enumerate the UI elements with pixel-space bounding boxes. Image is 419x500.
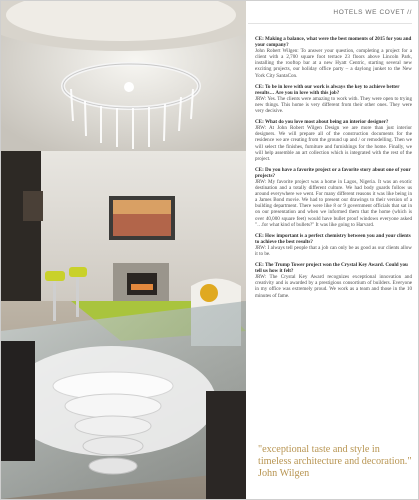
- interview-question: CE: To be in love with our work is always the key to achieve better results… Are you in love with this job?: [255, 83, 400, 96]
- interview-answer: John Robert Wilgen: To answer your question, completing a project for a client with a 2,700 square foot terrace 23 floors above Lincoln Park, installing the rooftop bar at a new Hyatt Centric, starting several new exciting projects, our holiday office party – a daylong junket to the New York City SantaCon.: [255, 48, 412, 79]
- interview-item: [255, 119, 412, 162]
- section-header: HOTELS WE COVET //: [248, 9, 412, 24]
- interview-question: CE: Do you have a favorite project or a favorite story about one of your projects?: [255, 166, 411, 179]
- interview-answer: JRW: I always tell people that a job can only be as good as our clients allow it to be.: [255, 244, 412, 257]
- interview-question: CE: What do you love most about being an interior designer?: [255, 119, 389, 126]
- pull-quote: "exceptional taste and style in timeless architecture and decoration." John Wilgen: [258, 444, 412, 480]
- interview-answer: JRW: At John Robert Wilgen Design we are more than just interior designers. We will prepare all of the construction documents for the residence we are creating from the ground up and / or remodelling. Then we will select the finishes, furniture and furnishings for the home. Finally, we will help assemble an art collection which is integrated with the rest of the project.: [255, 125, 412, 162]
- interview-item: [255, 233, 412, 257]
- interview-item: [255, 36, 412, 79]
- interior-photo: [1, 1, 246, 499]
- interview-item: [255, 262, 412, 299]
- interior-photo-illustration: [1, 1, 246, 499]
- interview-answer: JRW: The Crystal Key Award recognizes exceptional innovation and creativity and is awarded by a prestigious consortium of builders. Everyone in my office was extremely proud. We work as a team and those in the 10 minutes of fame.: [255, 274, 412, 299]
- interview-answer: JRW: Yes. The clients were amazing to work with. They were open to trying new things. This home is very different from their other ones. They were very decisive.: [255, 95, 412, 115]
- interview-question: CE: The Trump Tower project won the Crystal Key Award. Could you tell us how it felt?: [255, 262, 408, 275]
- interview-item: [255, 167, 412, 228]
- interview-item: [255, 84, 412, 114]
- interview-answer: JRW: My favorite project was a home in Lagos, Nigeria. It was an exotic destination and a totally different culture. We had body guards follow us around everywhere we went. For many different reasons it was like being in a James Bond movie. We had to present our drawings to their version of a building department. There were like 8 or 9 government officials that sat in on our presentation and when we informed them that the home (which is over 40,000 square feet) would have bullet proof windows everyone asked "…for what kind of bullets?" It was like going to Harvard.: [255, 178, 412, 228]
- interview-question: CE: How important is a perfect chemistry between you and your clients to achieve the best results?: [255, 232, 411, 245]
- interview-column: [255, 36, 412, 418]
- interview-question: CE: Making a balance, what were the best moments of 2015 for you and your company?: [255, 36, 412, 49]
